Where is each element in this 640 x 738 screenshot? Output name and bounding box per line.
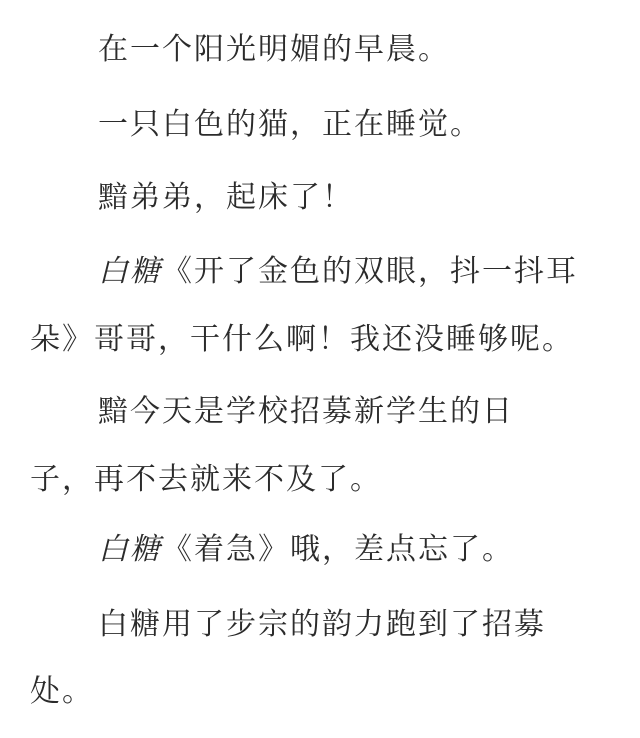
paragraph-7-text-2: 处。 [30,674,94,709]
paragraph-3-text: 黯弟弟，起床了！ [98,180,354,215]
paragraph-1-text: 在一个阳光明媚的早晨。 [98,32,450,67]
paragraph-6-text: 《着急》哦，差点忘了。 [162,532,514,567]
paragraph-4-text-1: 《开了金色的双眼，抖一抖耳 [162,254,578,289]
paragraph-7-line-1 [0,605,640,645]
speaker-name: 白糖 [98,532,162,567]
paragraph-2 [0,105,640,145]
paragraph-7-line-2 [0,672,640,712]
paragraph-5-line-1 [0,392,640,432]
paragraph-1 [0,30,640,70]
paragraph-6 [0,530,640,570]
paragraph-3 [0,178,640,218]
paragraph-7-text-1: 白糖用了步宗的韵力跑到了招募 [98,607,546,642]
paragraph-5-line-2 [0,460,640,500]
paragraph-2-text: 一只白色的猫，正在睡觉。 [98,107,482,142]
speaker-name: 白糖 [98,254,162,289]
paragraph-4-text-2: 朵》哥哥，干什么啊！我还没睡够呢。 [30,322,574,357]
paragraph-4-line-1 [0,252,640,292]
paragraph-5-text-1: 黯今天是学校招募新学生的日 [98,394,514,429]
paragraph-5-text-2: 子，再不去就来不及了。 [30,462,382,497]
paragraph-4-line-2 [0,320,640,360]
